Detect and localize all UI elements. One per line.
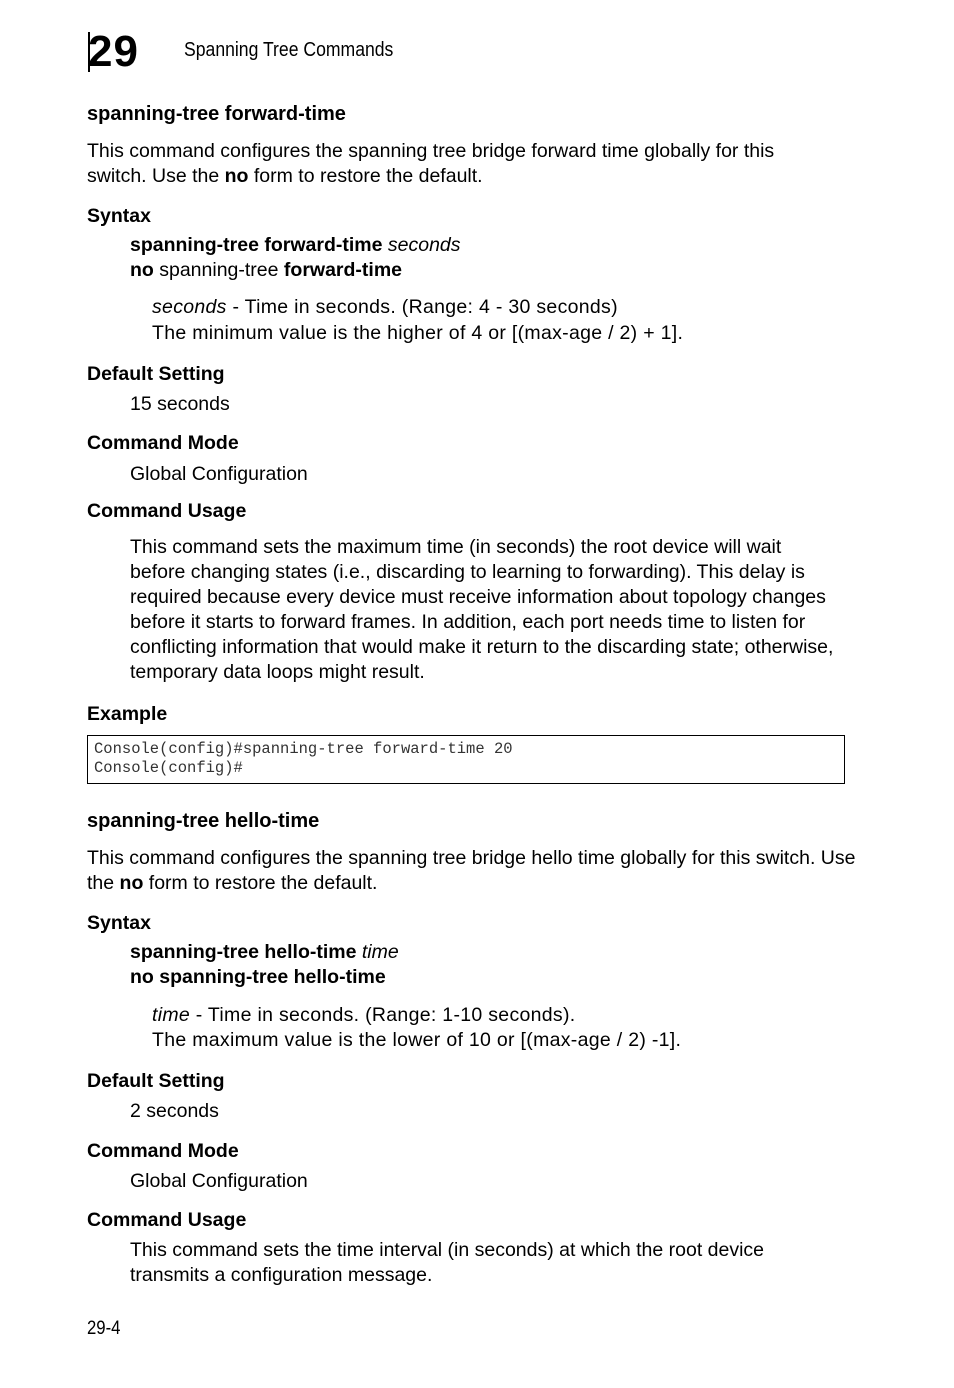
param-note: The maximum value is the lower of 10 or [(max-age / 2) -1].	[152, 1029, 682, 1051]
syntax-no: no	[130, 259, 154, 281]
usage-text: This command sets the time interval (in seconds) at which the root device transmits a configuration message.	[130, 1239, 765, 1286]
syntax-line-2	[130, 259, 402, 282]
chapter-title: Spanning Tree Commands	[184, 39, 394, 61]
param-note: The minimum value is the higher of 4 or [(max-age / 2) + 1].	[152, 322, 684, 344]
intro-bold: no	[119, 872, 144, 894]
default-heading: Default Setting	[87, 363, 225, 385]
default-value: 15 seconds	[130, 393, 230, 415]
syntax-command: spanning-tree hello-time	[130, 941, 357, 963]
code-line: Console(config)#spanning-tree forward-time 20	[94, 740, 513, 758]
syntax-line-2: no spanning-tree hello-time	[130, 966, 386, 988]
example-heading: Example	[87, 703, 168, 725]
chapter-number: 29	[88, 27, 139, 76]
example-code-block	[87, 735, 845, 784]
section-intro-hello-time	[87, 846, 857, 896]
syntax-param: time	[361, 941, 399, 963]
param-range: - Time in seconds. (Range: 4 - 30 seconds)	[226, 296, 618, 318]
mode-value: Global Configuration	[130, 1170, 308, 1192]
syntax-heading: Syntax	[87, 912, 151, 934]
default-value: 2 seconds	[130, 1100, 219, 1122]
intro-bold: no	[224, 165, 249, 187]
section-title-hello-time: spanning-tree hello-time	[87, 810, 320, 832]
param-description	[152, 1004, 576, 1027]
section-title-forward-time: spanning-tree forward-time	[87, 103, 346, 125]
param-range: - Time in seconds. (Range: 1-10 seconds).	[190, 1004, 576, 1026]
usage-text: This command sets the maximum time (in seconds) the root device will wait before changing states (i.e., discarding to learning to forwarding). This delay is required because every device must receive information about topology changes before it starts to forward frames. In addition, each port needs time to listen for conflicting information that would make it return to the discarding state; otherwise, temporary data loops might result.	[130, 536, 834, 683]
syntax-line-1	[130, 234, 461, 257]
syntax-command: spanning-tree forward-time	[130, 234, 383, 256]
param-description	[152, 296, 618, 319]
param-name: seconds	[152, 296, 227, 318]
usage-heading: Command Usage	[87, 500, 247, 522]
section-intro-forward-time	[87, 139, 827, 189]
intro-text: This command configures the spanning tree bridge forward time globally for this switch. Use the	[87, 140, 775, 187]
mode-value: Global Configuration	[130, 463, 308, 485]
syntax-line-1	[130, 941, 399, 964]
default-heading: Default Setting	[87, 1070, 225, 1092]
syntax-param: seconds	[387, 234, 461, 256]
code-line: Console(config)#	[94, 759, 243, 777]
intro-text: This command configures the spanning tree bridge hello time globally for this switch. Use the	[87, 847, 856, 894]
intro-text-end: form to restore the default.	[248, 165, 483, 187]
param-name: time	[152, 1004, 191, 1026]
intro-text-end: form to restore the default.	[143, 872, 378, 894]
syntax-keyword: forward-time	[283, 259, 403, 281]
mode-heading: Command Mode	[87, 432, 239, 454]
page-number: 29-4	[87, 1318, 121, 1339]
usage-heading: Command Usage	[87, 1209, 247, 1231]
mode-heading: Command Mode	[87, 1140, 239, 1162]
syntax-plain: spanning-tree	[153, 259, 284, 281]
syntax-heading: Syntax	[87, 205, 151, 227]
